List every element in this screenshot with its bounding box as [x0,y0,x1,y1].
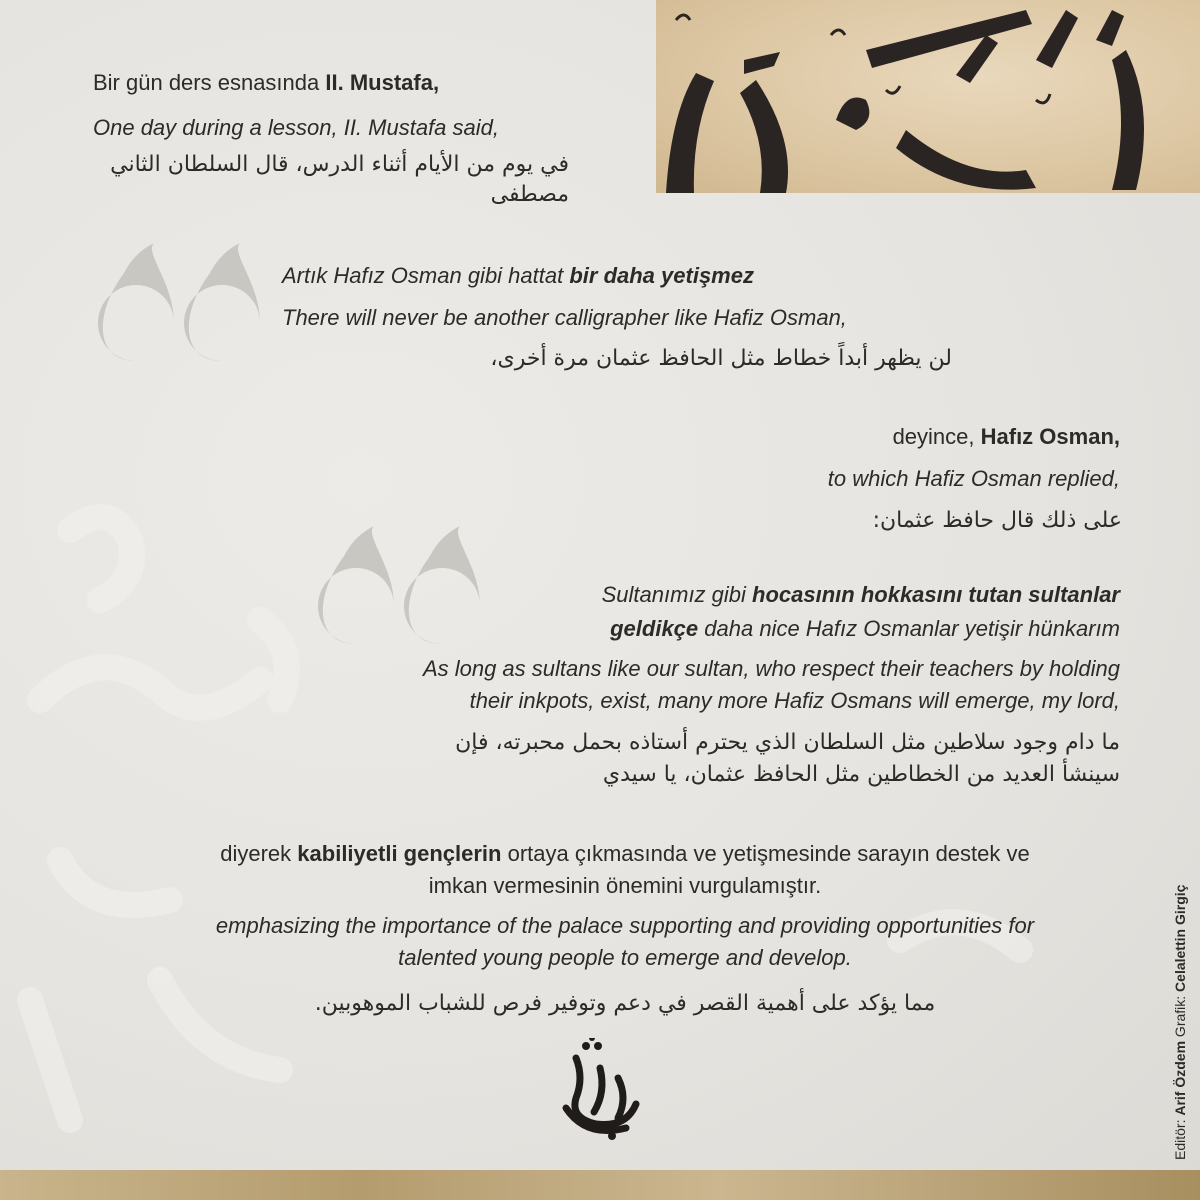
closing-english-line1: emphasizing the importance of the palace supporting and providing opportunities for [215,913,1035,938]
quote1-arabic: لن يظهر أبداً خطاط مثل الحافظ عثمان مرة أخرى، [490,346,952,371]
closing-block [100,838,1150,1020]
intro-turkish: Bir gün ders esnasında II. Mustafa, [93,70,440,95]
quote2-english-line2: their inkpots, exist, many more Hafiz Osmans will emerge, my lord, [469,688,1120,713]
intro-english: One day during a lesson, II. Mustafa said, [93,115,500,140]
bottom-texture-strip [0,1170,1200,1200]
quote-mark-icon [96,243,262,361]
quote2-arabic-line2: سينشأ العديد من الخطاطين مثل الحافظ عثمان، يا سيدي [602,762,1120,787]
closing-english-line2: talented young people to emerge and develop. [398,945,852,970]
reply-turkish: deyince, Hafız Osman, [892,424,1120,449]
quote2-english-line1: As long as sultans like our sultan, who respect their teachers by holding [422,656,1120,681]
closing-turkish-line2: imkan vermesinin önemini vurgulamıştır. [428,873,822,898]
reply-arabic: على ذلك قال حافظ عثمان: [872,508,1122,533]
calligraphy-image [656,0,1200,193]
quote-mark-icon [315,526,483,644]
quote2-turkish-line2: geldikçe daha nice Hafız Osmanlar yetişir hünkarım [610,616,1120,641]
credit-line: Editör: Arif Özdem Grafik: Celalettin Girgiç [1172,884,1188,1160]
quote2-arabic-line1: ما دام وجود سلاطين مثل السلطان الذي يحترم أستاذه بحمل محبرته، فإن [455,730,1120,755]
logo [556,1038,648,1142]
quote1-english: There will never be another calligrapher like Hafiz Osman, [282,305,847,330]
reply-english: to which Hafiz Osman replied, [827,466,1120,491]
closing-arabic: مما يؤكد على أهمية القصر في دعم وتوفير فرص للشباب الموهوبين. [314,991,936,1016]
intro-arabic: في يوم من الأيام أثناء الدرس، قال السلطان الثاني مصطفى [110,152,569,207]
quote1-turkish: Artık Hafız Osman gibi hattat bir daha yetişmez [282,263,754,288]
quote2-turkish-line1: Sultanımız gibi hocasının hokkasını tutan sultanlar [601,582,1120,607]
closing-turkish-line1: diyerek kabiliyetli gençlerin ortaya çıkmasında ve yetişmesinde sarayın destek ve [220,841,1030,866]
